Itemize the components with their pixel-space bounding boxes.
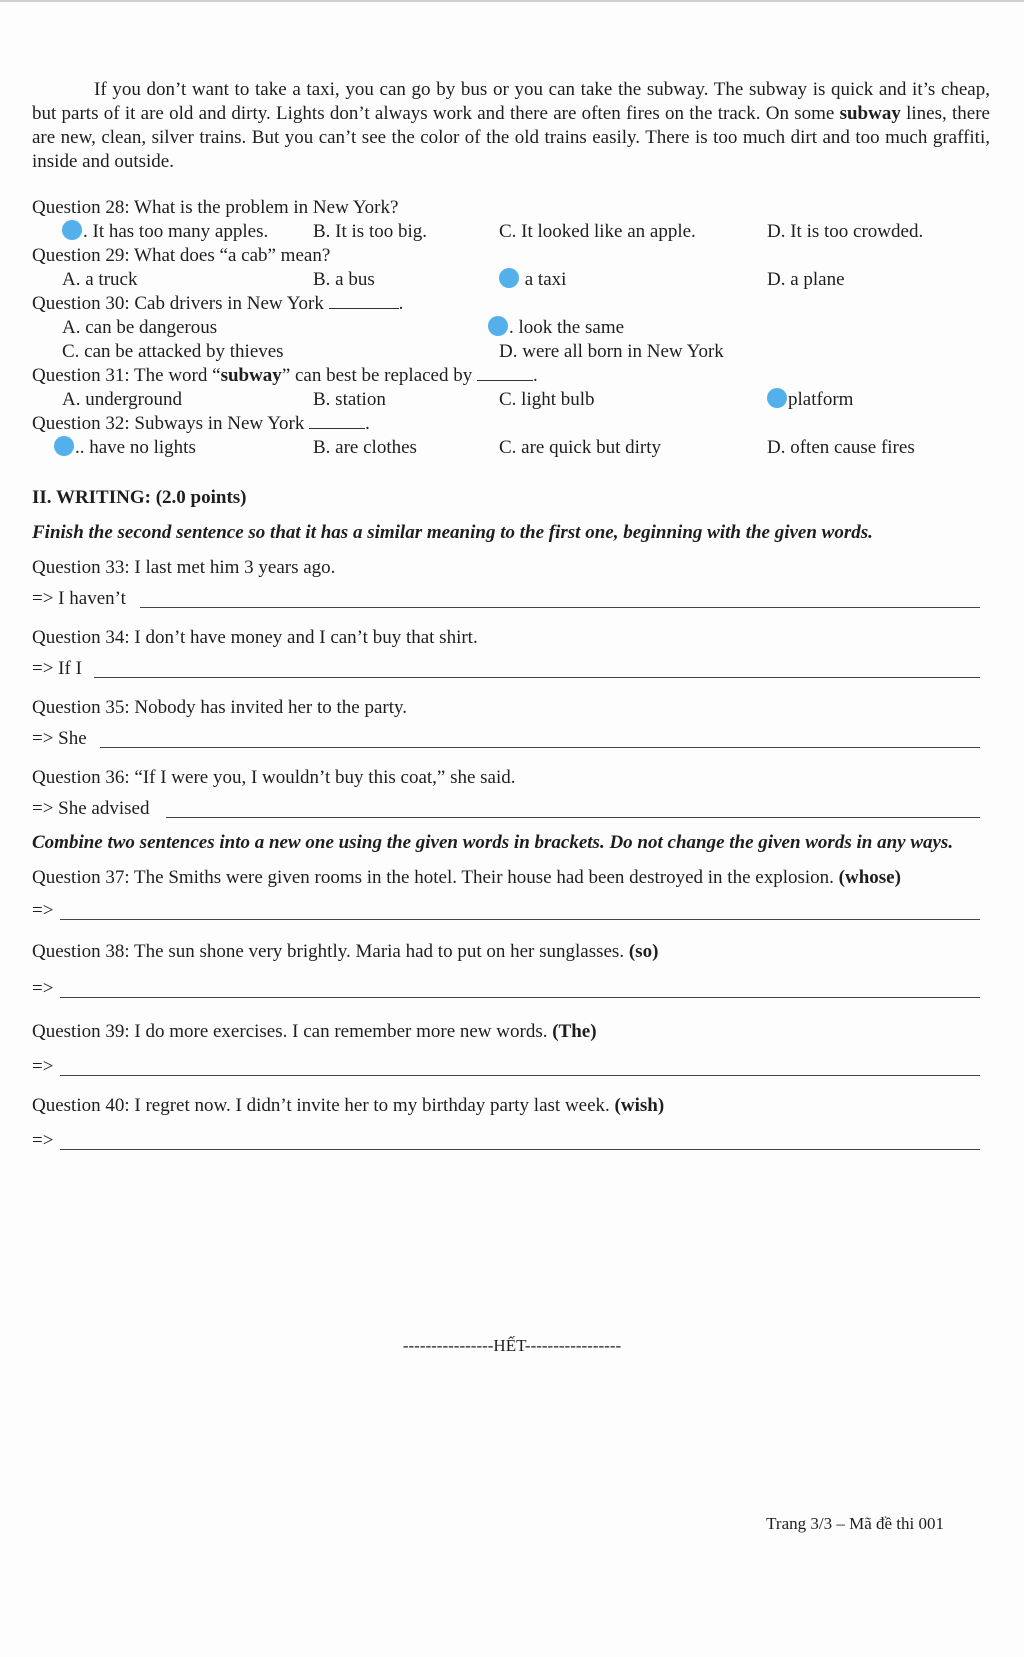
question-stem: Question 31: The word “subway” can best be replaced by . (32, 365, 538, 386)
option-b[interactable]: B. It is too big. (313, 221, 428, 242)
option-b[interactable]: B. are clothes (313, 437, 417, 458)
blank-line (329, 292, 399, 309)
blank-line (309, 412, 365, 429)
answer-35[interactable]: => She (32, 726, 990, 752)
option-d[interactable]: D. were all born in New York (499, 341, 724, 362)
option-a[interactable]: . It has too many apples. (62, 220, 268, 244)
exam-page (32, 78, 990, 1154)
answer-mark-dot (54, 436, 74, 456)
page-footer: Trang 3/3 – Mã đề thi 001 (766, 1514, 944, 1533)
question-35: Question 35: Nobody has invited her to the party. (32, 697, 408, 718)
answer-line[interactable] (60, 919, 980, 920)
question-29-options (32, 268, 990, 292)
question-31 (32, 364, 990, 388)
question-30-options (32, 316, 990, 340)
answer-line[interactable] (60, 1075, 980, 1076)
answer-line[interactable] (94, 677, 980, 678)
question-stem: Question 30: Cab drivers in New York . (32, 293, 404, 314)
passage-bold-word: subway (839, 103, 901, 124)
blank-line (477, 364, 533, 381)
option-c[interactable]: C. light bulb (499, 389, 595, 410)
option-a[interactable]: A. can be dangerous (62, 317, 218, 338)
answer-line[interactable] (166, 817, 980, 818)
option-c[interactable]: C. It looked like an apple. (499, 221, 696, 242)
answer-mark-dot (499, 268, 519, 288)
instruction-2: Combine two sentences into a new one using the given words in brackets. Do not change the given words in any ways. (32, 832, 954, 853)
answer-37[interactable]: => (32, 898, 990, 924)
question-34: Question 34: I don’t have money and I can’t buy that shirt. (32, 627, 478, 648)
answer-38[interactable]: => (32, 976, 990, 1002)
answer-34[interactable]: => If I (32, 656, 990, 682)
answer-mark-dot (767, 388, 787, 408)
question-28 (32, 196, 990, 220)
option-d[interactable]: platform (767, 388, 853, 412)
question-40: Question 40: I regret now. I didn’t invite her to my birthday party last week. (wish) (32, 1095, 665, 1116)
option-a[interactable]: .. have no lights (54, 436, 196, 460)
option-a[interactable]: A. a truck (62, 269, 138, 290)
answer-33[interactable]: => I haven’t (32, 586, 990, 612)
instruction-1: Finish the second sentence so that it has a similar meaning to the first one, beginning with the given words. (32, 522, 873, 543)
answer-40[interactable]: => (32, 1128, 990, 1154)
question-28-options (32, 220, 990, 244)
answer-line[interactable] (60, 1149, 980, 1150)
end-marker: ----------------HẾT----------------- (402, 1336, 622, 1355)
answer-mark-dot (62, 220, 82, 240)
question-37: Question 37: The Smiths were given rooms in the hotel. Their house had been destroyed in the explosion. (whose) (32, 867, 901, 888)
question-36: Question 36: “If I were you, I wouldn’t buy this coat,” she said. (32, 767, 516, 788)
reading-passage: If you don’t want to take a taxi, you can go by bus or you can take the subway. The subway is quick and it’s cheap, but parts of it are old and dirty. Lights don’t always work and there are often fires on the track. On some subway lines, there are new, clean, silver trains. But you can’t see the color of the old trains easily. There is too much dirt and too much graffiti, inside and outside. (32, 79, 990, 172)
option-b[interactable]: B. station (313, 389, 386, 410)
question-stem: Question 29: What does “a cab” mean? (32, 245, 331, 266)
question-stem: Question 32: Subways in New York . (32, 413, 370, 434)
option-d[interactable]: D. often cause fires (767, 437, 915, 458)
option-c[interactable]: a taxi (499, 268, 566, 292)
option-a[interactable]: A. underground (62, 389, 182, 410)
question-30 (32, 292, 990, 316)
answer-line[interactable] (60, 997, 980, 998)
question-32-options (32, 436, 990, 460)
option-b[interactable]: . look the same (488, 316, 624, 340)
answer-line[interactable] (100, 747, 980, 748)
question-32 (32, 412, 990, 436)
answer-36[interactable]: => She advised (32, 796, 990, 822)
option-c[interactable]: C. can be attacked by thieves (62, 341, 284, 362)
option-b[interactable]: B. a bus (313, 269, 375, 290)
page-top-edge (0, 0, 1024, 2)
question-30-options-row2 (32, 340, 990, 364)
question-31-options (32, 388, 990, 412)
question-33: Question 33: I last met him 3 years ago. (32, 557, 336, 578)
question-stem: Question 28: What is the problem in New York? (32, 197, 399, 218)
option-d[interactable]: D. a plane (767, 269, 845, 290)
answer-line[interactable] (140, 607, 980, 608)
option-c[interactable]: C. are quick but dirty (499, 437, 661, 458)
option-d[interactable]: D. It is too crowded. (767, 221, 924, 242)
question-39: Question 39: I do more exercises. I can remember more new words. (The) (32, 1021, 597, 1042)
question-38: Question 38: The sun shone very brightly. Maria had to put on her sunglasses. (so) (32, 941, 659, 962)
section-title: II. WRITING: (2.0 points) (32, 487, 247, 508)
answer-39[interactable]: => (32, 1054, 990, 1080)
question-29 (32, 244, 990, 268)
answer-mark-dot (488, 316, 508, 336)
